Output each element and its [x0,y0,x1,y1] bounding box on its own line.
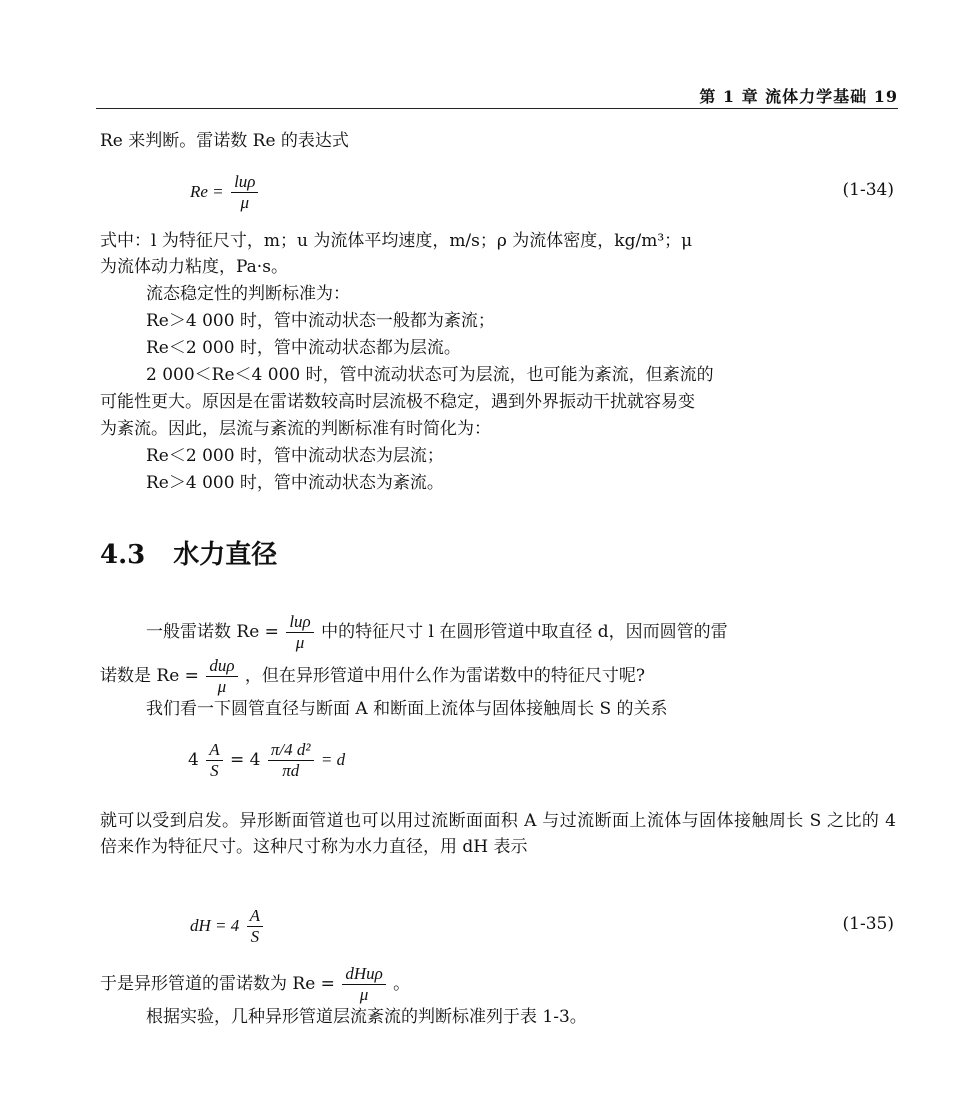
section-number: 4.3 [100,540,146,570]
fraction [231,172,258,213]
text-line [146,612,728,653]
denominator: μ [217,677,227,696]
text-line: 可能性更大。原因是在雷诺数较高时层流极不稳定，遇到外界振动干扰就容易变 [100,392,695,412]
equation-1-34 [190,172,260,213]
text-span: 诺数是 Re = [100,666,199,686]
fraction [342,964,385,1005]
text-line: 流态稳定性的判断标准为： [146,284,350,304]
text-line: 我们看一下圆管直径与断面 A 和断面上流体与固体接触周长 S 的关系 [146,699,668,719]
denominator: S [210,761,219,780]
text-span: 于是异形管道的雷诺数为 Re = [100,974,335,994]
equation-hydraulic-diameter [188,740,345,781]
text-line: Re＞4 000 时，管中流动状态为紊流。 [146,473,444,493]
fraction [268,740,314,781]
numerator: π/4 d² [268,740,314,761]
numerator: duρ [206,656,237,677]
text-line: 为流体动力粘度，Pa·s。 [100,257,288,277]
text-span: 4 [188,750,199,770]
numerator: luρ [231,172,258,193]
text-line: 2 000＜Re＜4 000 时，管中流动状态可为层流，也可能为紊流，但紊流的 [146,365,714,385]
text-span: = 4 [230,750,261,770]
denominator: πd [282,761,300,780]
text-line: Re＜2 000 时，管中流动状态都为层流。 [146,338,461,358]
denominator: μ [295,633,305,652]
text-line: Re＜2 000 时，管中流动状态为层流； [146,446,444,466]
numerator: A [247,906,263,927]
numerator: luρ [286,612,313,633]
fraction [286,612,313,653]
equation-number: (1-35) [842,914,894,934]
denominator: μ [240,193,250,212]
section-title: 水力直径 [173,540,278,570]
text-span: ，但在异形管道中用什么作为雷诺数中的特征尺寸呢? [244,666,646,686]
eq-lhs: Re = [190,182,224,201]
running-header [96,78,898,109]
text-line: 根据实验，几种异形管道层流紊流的判断标准列于表 1-3。 [146,1007,587,1027]
text-line: 式中：l 为特征尺寸，m；u 为流体平均速度，m/s；ρ 为流体密度，kg/m³；μ [100,231,693,251]
fraction [206,656,237,697]
paragraph: 就可以受到启发。异形断面管道也可以用过流断面面积 A 与过流断面上流体与固体接触周长 S 之比的 4 倍来作为特征尺寸。这种尺寸称为水力直径，用 dH 表示 [100,811,896,857]
numerator: A [206,740,222,761]
text-span: 一般雷诺数 Re = [146,622,279,642]
text-span: 。 [393,974,411,994]
fraction [247,906,263,947]
equation-number: (1-34) [842,180,894,200]
text-span: 中的特征尺寸 l 在圆形管道中取直径 d，因而圆管的雷 [321,622,728,642]
text-line: Re＞4 000 时，管中流动状态一般都为紊流； [146,311,495,331]
fraction [206,740,222,781]
denominator: S [250,927,260,946]
text-line: Re 来判断。雷诺数 Re 的表达式 [100,131,349,151]
text-line [100,656,645,697]
section-heading [100,534,277,571]
eq-lhs: dH = 4 [190,916,240,935]
header-text: 第 1 章 流体力学基础 19 [699,87,898,106]
equation-1-35 [190,906,265,947]
denominator: μ [359,985,369,1004]
text-line: 为紊流。因此，层流与紊流的判断标准有时简化为： [100,419,491,439]
numerator: dHuρ [342,964,385,985]
text-line [100,964,410,1005]
text-span: = d [320,750,346,769]
